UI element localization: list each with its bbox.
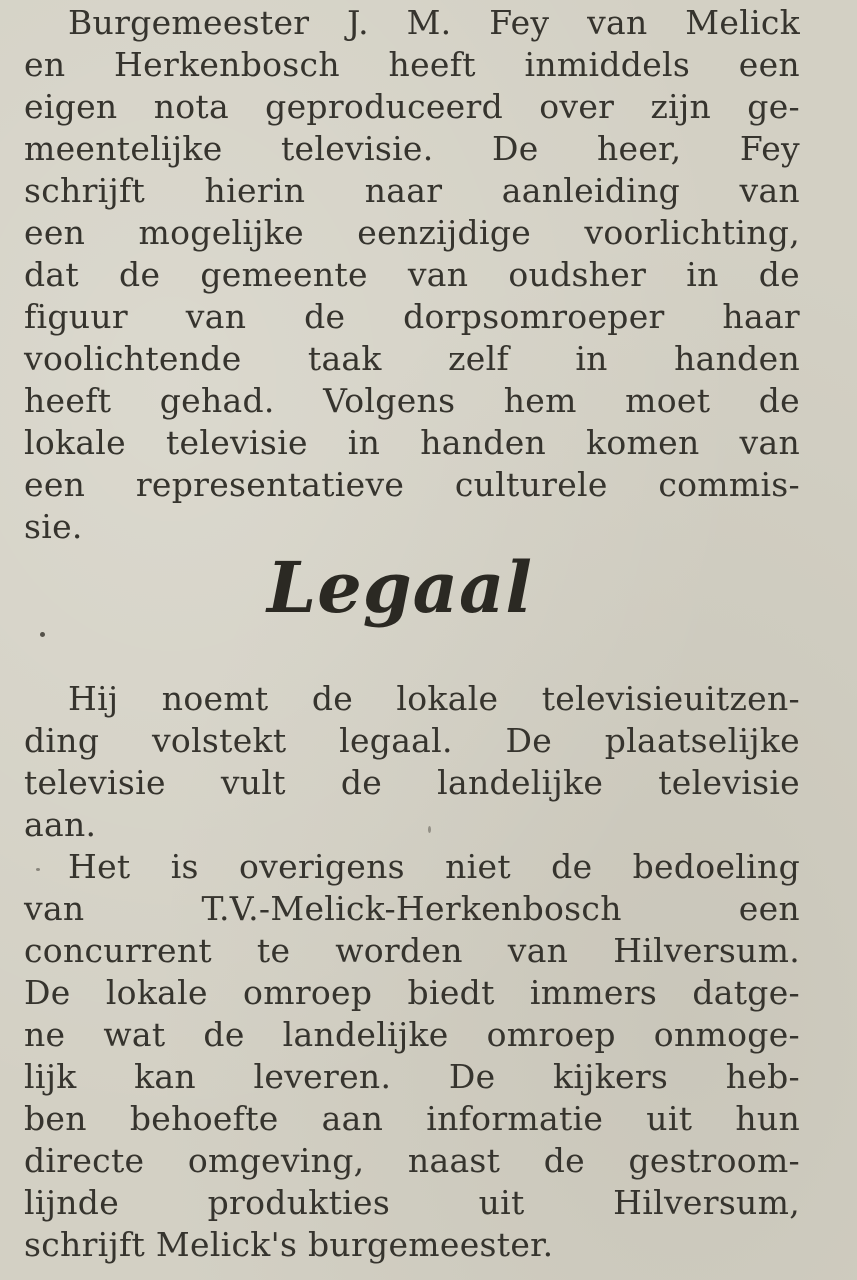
text-line: figuur van de dorpsomroeper haar xyxy=(24,297,800,336)
text-line: aan. xyxy=(24,805,97,844)
text-line: schrijft hierin naar aanleiding van xyxy=(24,171,800,210)
text-line: van T.V.-Melick-Herkenbosch een xyxy=(24,889,800,928)
text-line: concurrent te worden van Hilversum. xyxy=(24,931,800,970)
text-line: meentelijke televisie. De heer, Fey xyxy=(24,129,800,168)
text-line: ne wat de landelijke omroep onmoge- xyxy=(24,1015,800,1054)
text-line: televisie vult de landelijke televisie xyxy=(24,763,800,802)
text-line: heeft gehad. Volgens hem moet de xyxy=(24,381,800,420)
paragraph-2 xyxy=(24,678,800,846)
print-speck xyxy=(36,868,40,871)
text-line: lijk kan leveren. De kijkers heb- xyxy=(24,1057,800,1096)
text-line: eigen nota geproduceerd over zijn ge- xyxy=(24,87,800,126)
text-line: en Herkenbosch heeft inmiddels een xyxy=(24,45,800,84)
section-heading: Legaal xyxy=(266,546,533,629)
text-line: een representatieve culturele commis- xyxy=(24,465,800,504)
paragraph-3 xyxy=(24,846,800,1266)
text-line: ben behoefte aan informatie uit hun xyxy=(24,1099,800,1138)
text-line: De lokale omroep biedt immers datge- xyxy=(24,973,800,1012)
text-line: directe omgeving, naast de gestroom- xyxy=(24,1141,800,1180)
text-line: lokale televisie in handen komen van xyxy=(24,423,800,462)
text-line: ding volstekt legaal. De plaatselijke xyxy=(24,721,800,760)
text-line: Het is overigens niet de bedoeling xyxy=(68,847,800,886)
print-speck xyxy=(40,632,45,637)
text-line: sie. xyxy=(24,507,83,546)
paragraph-1 xyxy=(24,2,800,548)
print-speck xyxy=(428,826,431,833)
text-line: een mogelijke eenzijdige voorlichting, xyxy=(24,213,800,252)
text-line: Burgemeester J. M. Fey van Melick xyxy=(68,3,800,42)
text-line: schrijft Melick's burgemeester. xyxy=(24,1225,554,1264)
text-line: Hij noemt de lokale televisieuitzen- xyxy=(68,679,800,718)
text-line: lijnde produkties uit Hilversum, xyxy=(24,1183,800,1222)
text-line: dat de gemeente van oudsher in de xyxy=(24,255,800,294)
text-line: voolichtende taak zelf in handen xyxy=(24,339,800,378)
